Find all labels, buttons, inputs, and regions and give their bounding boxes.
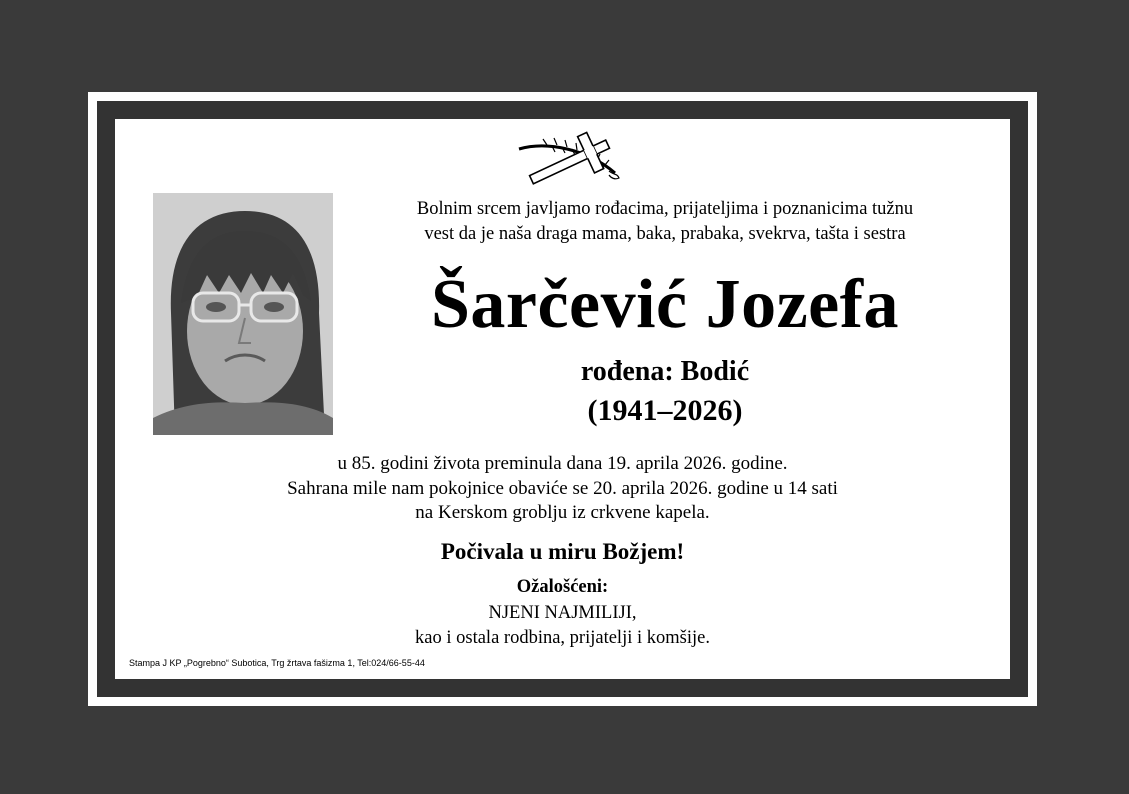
life-years: (1941–2026): [587, 394, 743, 427]
obituary-notice: [115, 119, 1010, 679]
mourners-list: [115, 601, 1010, 651]
intro-line-1: Bolnim srcem javljamo rođacima, prijateljima i poznanicima tužnu: [416, 199, 914, 219]
funeral-details: [115, 452, 1010, 526]
portrait-image: [153, 193, 333, 435]
mourners-line-2: kao i ostala rodbina, prijatelji i komšije.: [415, 628, 710, 648]
mourners-line-1: NJENI NAJMILIJI,: [488, 603, 637, 623]
maiden-name: rođena: Bodić: [580, 356, 750, 387]
intro-line-2: vest da je naša draga mama, baka, prabaka, svekrva, tašta i sestra: [424, 224, 906, 244]
cross-with-palm-branch-icon: [517, 131, 623, 185]
mourners-heading: Ožalošćeni:: [516, 577, 609, 597]
body-line-1: u 85. godini života preminula dana 19. aprila 2026. godine.: [337, 453, 788, 474]
printer-footer: Stampa J KP „Pogrebno“ Subotica, Trg žrtava fašizma 1, Tel:024/66-55-44: [129, 658, 425, 668]
portrait-photo: [153, 193, 333, 435]
rest-in-peace: Počivala u miru Božjem!: [440, 539, 685, 564]
body-line-2: Sahrana mile nam pokojnice obaviće se 20. aprila 2026. godine u 14 sati: [287, 477, 838, 499]
intro-text: [355, 197, 975, 247]
body-line-3: na Kerskom groblju iz crkvene kapela.: [415, 502, 710, 523]
deceased-name: Šarčević Jozefa: [430, 266, 900, 343]
